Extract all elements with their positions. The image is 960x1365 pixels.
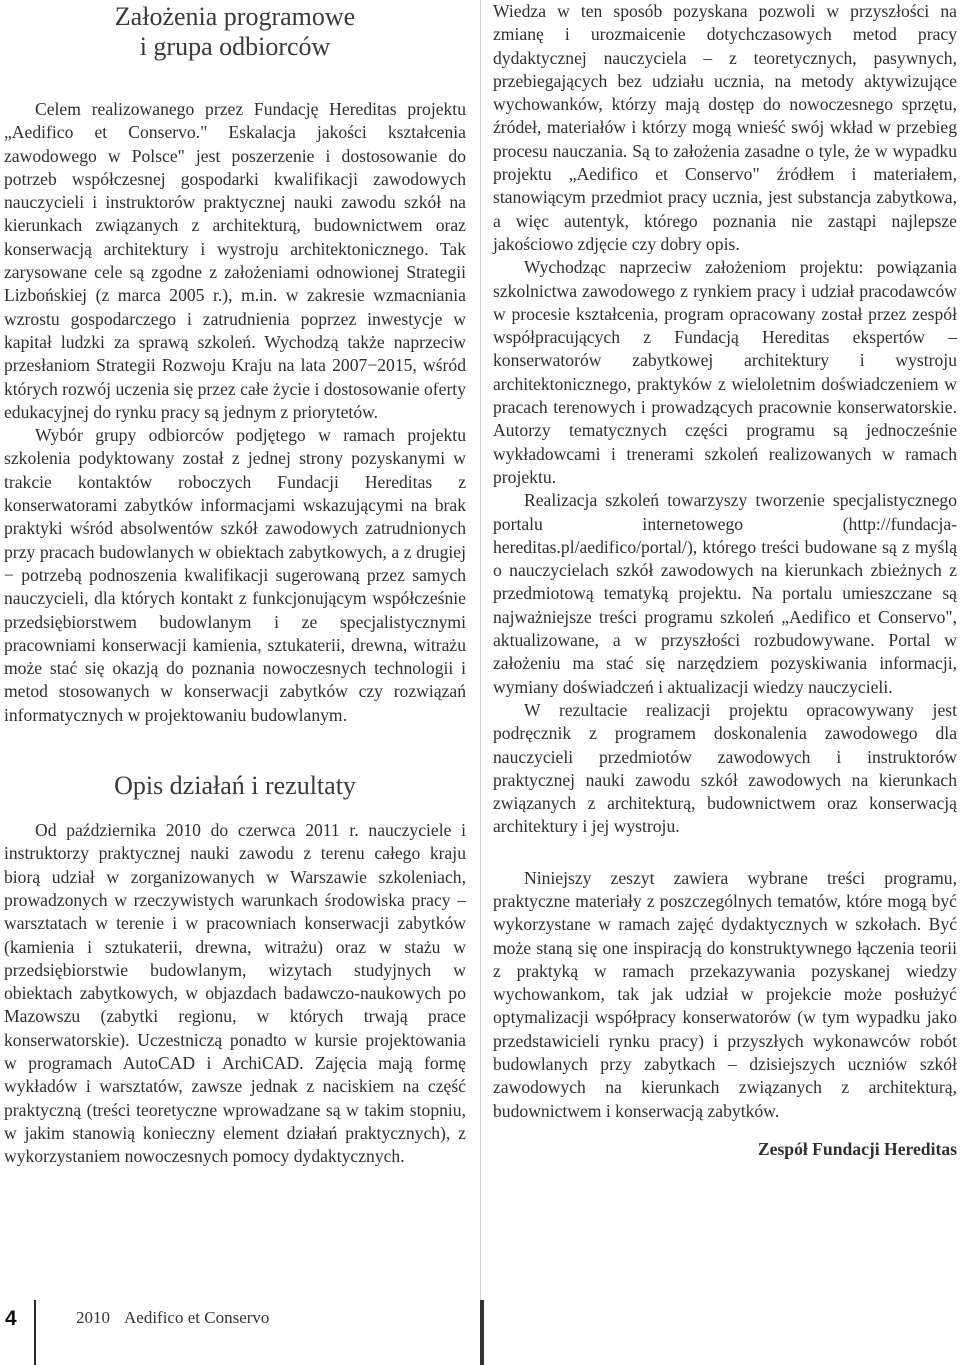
page-number: 4 [5, 1307, 17, 1330]
footer-title: Aedifico et Conservo [124, 1308, 270, 1327]
footer-left-bar [34, 1300, 36, 1365]
paragraph-booklet: Niniejszy zeszyt zawiera wybrane treści programu, praktyczne materiały z poszczególnych tematów, które mogą być wykorzystane w ramach zajęć dydaktycznych w szkołach. Być może staną się one inspiracją do konstruktywnego łączenia teorii z praktyką w ramach przekazywania pozyskanej wiedzy wychowankom, tak jak udział w projekcie może posłużyć optymalizacji współpracy konserwatorów (w tym wypadku jako przedstawicieli rynku pracy) i przyszłych wykonawców robót budowlanych przy zabytkach – dzisiejszych uczniów szkół zawodowych na kierunkach związanych z architekturą, budownictwem i konserwacją zabytków. [493, 867, 957, 1121]
paragraph-target-group: Wybór grupy odbiorców podjętego w ramach projektu szkolenia podyktowany został z jednej strony pozyskanymi w trakcie kontaktów roboczych Fundacji Hereditas z konserwatorami zabytków informacjami wskazującymi na brak praktyki wśród absolwentów szkół zawodowych zatrudnionych przy pracach budowlanych w obiektach zabytkowych, a z drugiej − potrzebą podnoszenia kwalifikacji sugerowaną przez samych nauczycieli, dla których kontakt z funkcjonującym współcześnie przedsiębiorstwem budowlanym i ze specjalistycznymi pracowniami konserwacji kamienia, sztukaterii, drewna, witrażu może stać się okazją do poznania nowoczesnych technologii i metod stosowanych w konserwacji zabytków czy rozwiązań informatycznych w projektowaniu budowlanym. [4, 425, 466, 725]
paragraph-knowledge: Wiedza w ten sposób pozyskana pozwoli w przyszłości na zmianę i urozmaicenie dotychczasowych metod pracy dydaktycznej nauczyciela – z teoretycznych, pasywnych, przebiegających bez udziału ucznia, na metody aktywizujące wychowanków, którzy mają dostęp do nowoczesnego sprzętu, źródeł, materiałów i którzy mogą wnieść swój wkład w przebieg procesu nauczania. Są to założenia zasadne o tyle, że w wypadku projektu „Aedifico et Conservo" źródłem i materiałem, stanowiącym przedmiot pracy ucznia, jest substancja zabytkowa, a więc autentyk, którego poznania nie zastąpi najlepsze jakościowo zdjęcie czy dobry opis. [493, 1, 957, 254]
paragraph-program: Wychodząc naprzeciw założeniom projektu: powiązania szkolnictwa zawodowego z rynkiem pracy i udział pracodawców w procesie kształcenia, program opracowany został przez zespół współpracujących z Fundacją Hereditas ekspertów – konserwatorów zabytkowej architektury i wystroju architektonicznego, praktyków z wieloletnim doświadczeniem w pracach terenowych i prowadzących pracownie konserwatorskie. Autorzy tematycznych części programu są jednocześnie wykładowcami i trenerami szkoleń realizowanych w ramach projektu. [493, 257, 957, 487]
left-column [4, 0, 466, 1168]
footer-year: 2010 [76, 1308, 110, 1327]
paragraph-portal: Realizacja szkoleń towarzyszy tworzenie specjalistycznego portalu internetowego (http://fundacja-hereditas.pl/aedifico/portal/), którego treści budowane są z myślą o nauczycielach szkół zawodowych na kierunkach zbieżnych z przedmiotową tematyką projektu. Na portalu umieszczane są najważniejsze treści programu szkoleń „Aedifico et Conservo", aktualizowane, a w przyszłości rozbudowywane. Portal w założeniu ma stać się narzędziem pozyskiwania informacji, wymiany doświadczeń i aktualizacji wiedzy nauczycieli. [493, 490, 957, 697]
heading-line-1: Założenia programowe [114, 2, 356, 31]
page-footer [0, 1300, 960, 1365]
right-column [493, 0, 957, 1161]
paragraph-activities: Od października 2010 do czerwca 2011 r. nauczyciele i instruktorzy praktycznej nauki zawodu z terenu całego kraju biorą udział w zorganizowanych w Warszawie szkoleniach, prowadzonych w rzeczywistych warunkach środowiska pracy – warsztatach w terenie i w pracowniach konserwacji zabytków (kamienia i sztukaterii, drewna, witrażu) oraz w stażu w przedsiębiorstwie budowlanym, wizytach studyjnych w obiektach zabytkowych, w objazdach badawczo-naukowych po Mazowszu (zabytki regionu, w których trwają prace konserwatorskie). Uczestniczą ponadto w kursie projektowania w programach AutoCAD i ArchiCAD. Zajęcia mają formę wykładów i warsztatów, zawsze jednak z naciskiem na część praktyczną (treści teoretyczne wprowadzane są w takim stopniu, w jakim stanowią konieczny element działań praktycznych), z wykorzystaniem nowoczesnych pomocy dydaktycznych. [4, 820, 466, 1167]
heading-line-2: i grupa odbiorców [139, 32, 331, 61]
signature: Zespół Fundacji Hereditas [757, 1138, 957, 1159]
paragraph-handbook: W rezultacie realizacji projektu opracowywany jest podręcznik z programem doskonalenia zawodowego dla nauczycieli przedmiotów zawodowych i instruktorów praktycznej nauki zawodu szkół zawodowych na kierunkach związanych z architekturą, budownictwem oraz konserwacją architektury i jej wystroju. [493, 699, 957, 837]
column-divider [480, 0, 481, 1365]
paragraph-goals: Celem realizowanego przez Fundację Hereditas projektu „Aedifico et Conservo." Eskalacja jakości kształcenia zawodowego w Polsce" jest poszerzenie i dostosowanie do potrzeb współczesnej gospodarki kwalifikacji zawodowych nauczycieli i instruktorów praktycznej nauki zawodu szkół na kierunkach związanych z architekturą, budownictwem oraz konserwacją architektury i wystroju architektonicznego. Tak zarysowane cele są zgodne z założeniami odnowionej Strategii Lizbońskiej (z marca 2005 r.), m.in. w zakresie wzmacniania wzrostu gospodarczego i zatrudnienia poprzez inwestycje w kapitał ludzki za sprawą szkoleń. Wychodzą także naprzeciw przesłaniom Strategii Rozwoju Kraju na lata 2007−2015, wśród których rozwój uczenia się przez całe życie i dostosowanie oferty edukacyjnej do rynku pracy są jednym z priorytetów. [4, 99, 466, 422]
footer-text [76, 1308, 283, 1328]
section-heading-activities: Opis działań i rezultaty [114, 771, 356, 801]
footer-center-bar [480, 1300, 484, 1365]
section-heading-assumptions [4, 0, 466, 62]
